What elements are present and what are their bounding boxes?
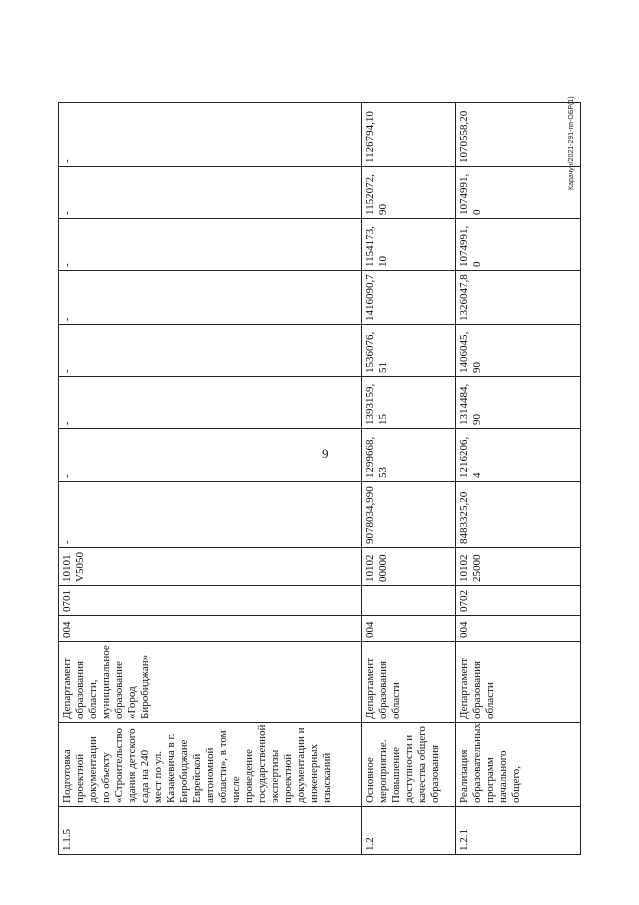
row-value: -	[61, 421, 73, 425]
row-grbs: 004	[364, 621, 376, 638]
row-value: 1074991,0	[458, 225, 483, 267]
row-name: Подготовка проектной документации по объекту «Строительство здания детского сада на 240 мест по ул. Казакевича в г. Биробиджане Еврейской автономной области», в том числе проведение государственной экспертизы проектной документации и инженерных изысканий	[61, 724, 333, 803]
row-value: 1314484,90	[458, 383, 483, 425]
row-grbs: 004	[458, 621, 470, 638]
row-value: 1216206,4	[458, 436, 483, 478]
row-value: -	[61, 369, 73, 373]
row-rz: 0702	[458, 590, 470, 612]
row-value: 1536076,51	[364, 331, 389, 373]
row-value: -	[61, 263, 73, 267]
row-value: -	[61, 211, 73, 215]
row-value: 1299668,53	[364, 436, 389, 478]
document-stamp: Карачун/2021-291-пп-ОБР(1)	[568, 96, 575, 190]
row-value: 1070558,20	[458, 110, 470, 163]
page-number: 9	[322, 446, 329, 461]
row-value: 1074991,0	[458, 173, 483, 215]
row-rz	[363, 586, 455, 615]
row-executor: Департамент образования области, муниципальное образование «Город Биробиджан»	[61, 645, 151, 719]
row-rz: 0701	[61, 590, 73, 612]
row-grbs: 004	[61, 621, 73, 638]
row-number: 1.1.5	[61, 829, 73, 851]
row-value: 8483325,20	[458, 491, 470, 544]
row-value: -	[61, 540, 73, 544]
row-value: -	[61, 474, 73, 478]
row-name: Основное мероприятие. Повышение доступности и качества общего образования	[364, 726, 441, 803]
row-executor: Департамент образования области	[364, 657, 402, 719]
row-csr: 10101V5050	[61, 552, 86, 582]
row-name: Реализация образовательных программ начального общего,	[458, 723, 522, 803]
row-value: 1416090,7	[364, 274, 376, 321]
row-value: 1126794,10	[364, 111, 376, 163]
row-number: 1.2	[364, 837, 376, 851]
row-number: 1.2.1	[458, 829, 470, 851]
row-executor: Департамент образования области	[458, 657, 496, 719]
row-value: 1154173,10	[364, 226, 389, 267]
row-value: 1326047,8	[458, 274, 470, 321]
row-value: -	[61, 317, 73, 321]
row-value: 9078034,990	[364, 486, 376, 544]
row-csr: 1010200000	[364, 554, 389, 582]
row-csr: 1010225000	[458, 554, 483, 582]
row-value: 1406045,90	[458, 331, 483, 373]
row-value: 1393159,15	[364, 383, 389, 425]
row-value: -	[61, 159, 73, 163]
row-value: 1152072,90	[364, 174, 389, 215]
